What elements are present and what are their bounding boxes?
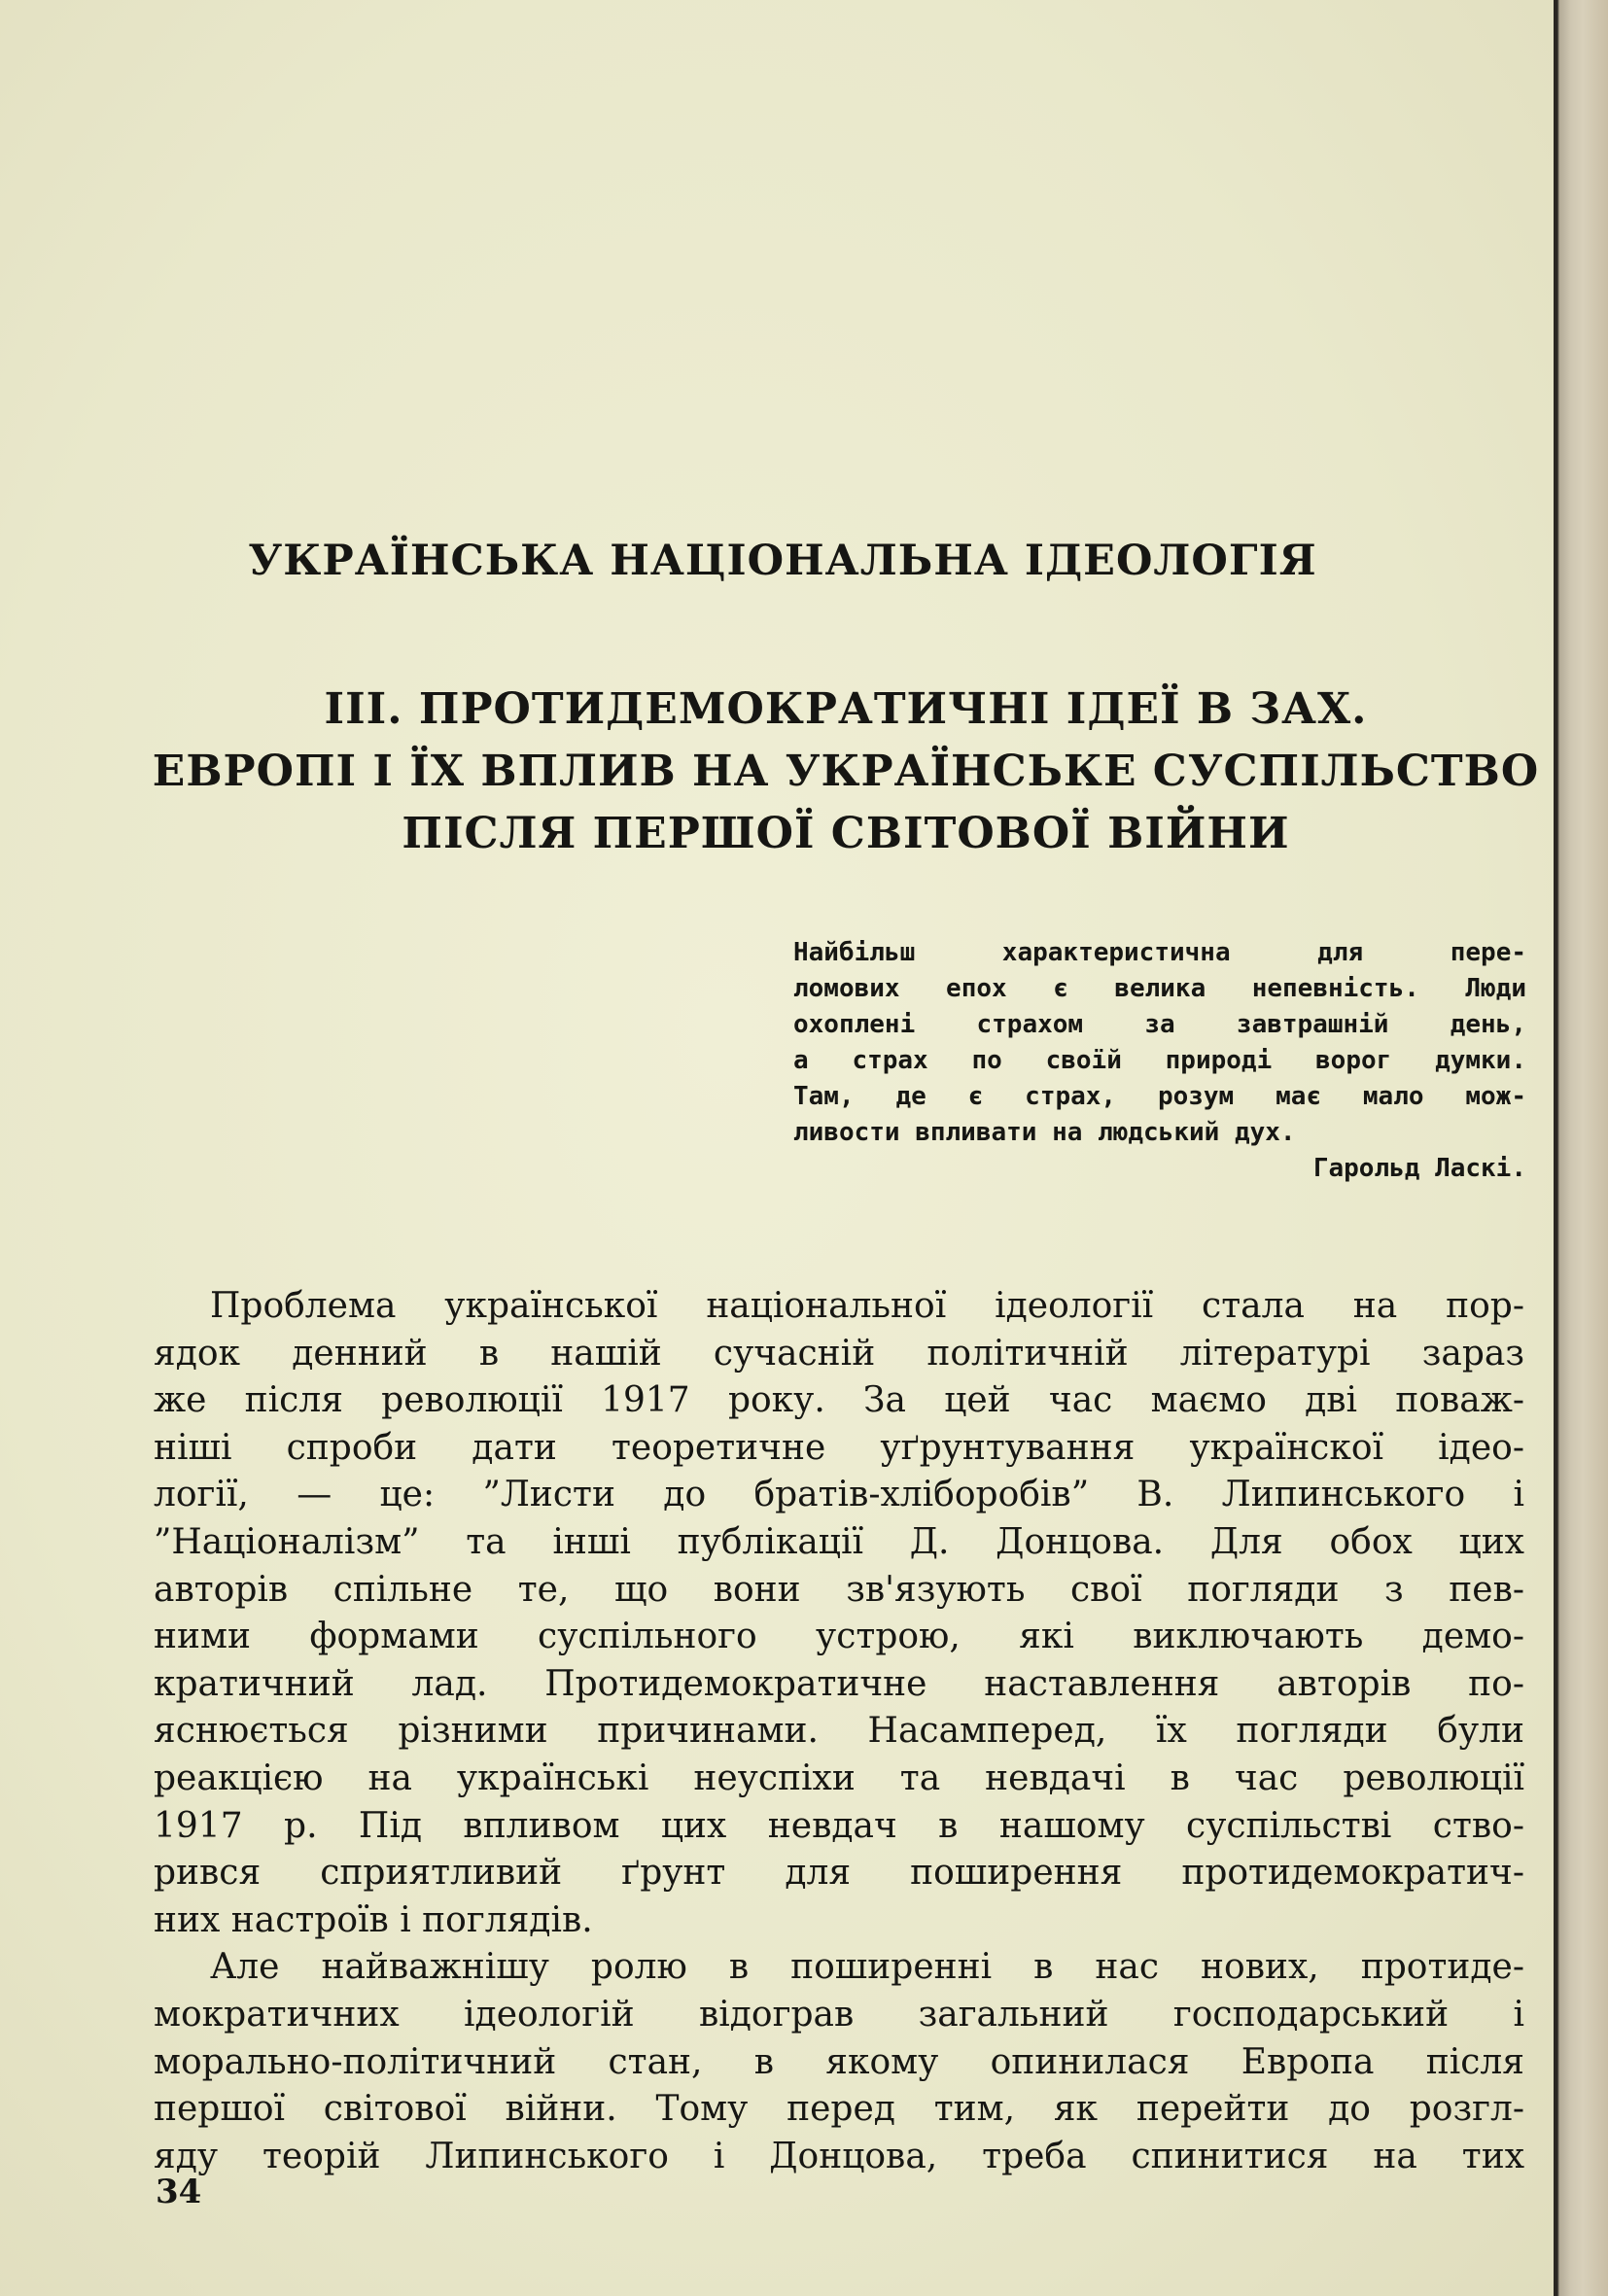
text-line: 1917 р. Під впливом цих невдач в нашому суспільстві ство- — [154, 1805, 1524, 1846]
epigraph-line: Там, де є страх, розум має мало мож- — [793, 1082, 1526, 1111]
text-line: же після революції 1917 року. За цей час маємо дві поваж- — [154, 1380, 1524, 1421]
epigraph-author: Гарольд Ласкі. — [1312, 1154, 1526, 1183]
page-title: УКРАЇНСЬКА НАЦІОНАЛЬНА ІДЕОЛОГІЯ — [248, 537, 1317, 585]
paragraph — [154, 1283, 1524, 1944]
epigraph-line: Найбільш характеристична для пере- — [793, 938, 1526, 967]
text-line: реакцією на українські неуспіхи та невдачі в час революції — [154, 1757, 1524, 1798]
text-line: яду теорій Липинського і Донцова, треба спинитися на тих — [154, 2136, 1524, 2176]
book-gutter — [1554, 0, 1608, 2296]
epigraph-line: ломових епох є велика непевність. Люди — [793, 974, 1526, 1003]
text-line: авторів спільне те, що вони зв'язують свої погляди з пев- — [154, 1569, 1524, 1610]
text-line: ними формами суспільного устрою, які виключають демо- — [154, 1617, 1524, 1657]
text-line: ніші спроби дати теоретичне уґрунтування українскої ідео- — [154, 1427, 1524, 1468]
epigraph-line: охоплені страхом за завтрашній день, — [793, 1010, 1526, 1039]
text-line: логії, — це: ”Листи до братів-хліборобів” В. Липинського і — [154, 1475, 1524, 1515]
chapter-subtitle — [146, 678, 1546, 865]
epigraph — [793, 935, 1526, 1187]
subtitle-line: III. ПРОТИДЕМОКРАТИЧНІ ІДЕЇ В ЗАХ. — [324, 684, 1368, 734]
text-line: ”Націоналізм” та інші публікації Д. Донцова. Для обох цих — [154, 1521, 1524, 1562]
text-line: яснюється різними причинами. Насамперед, їх погляди були — [154, 1711, 1524, 1752]
text-line: Проблема української національної ідеології стала на пор- — [210, 1286, 1524, 1326]
epigraph-line: а страх по своїй природі ворог думки. — [793, 1046, 1526, 1075]
text-line: кратичний лад. Протидемократичне наставлення авторів по- — [154, 1663, 1524, 1704]
paragraph — [154, 1944, 1524, 2180]
text-line: рився сприятливий ґрунт для поширення протидемократич- — [154, 1853, 1524, 1894]
text-line: ядок денний в нашій сучасній політичній літературі зараз — [154, 1333, 1524, 1374]
text-line: них настроїв і поглядів. — [154, 1899, 593, 1940]
page-number: 34 — [156, 2173, 202, 2211]
epigraph-line: ливости впливати на людський дух. — [793, 1118, 1296, 1147]
text-line: Але найважнішу ролю в поширенні в нас нових, протиде- — [210, 1947, 1524, 1988]
text-line: першої світової війни. Тому перед тим, як перейти до розгл- — [154, 2089, 1524, 2130]
subtitle-line: ЕВРОПІ І ЇХ ВПЛИВ НА УКРАЇНСЬКЕ СУСПІЛЬСТВО — [152, 747, 1540, 796]
subtitle-line: ПІСЛЯ ПЕРШОЇ СВІТОВОЇ ВІЙНИ — [402, 809, 1290, 858]
text-line: морально-політичний стан, в якому опинилася Европа після — [154, 2041, 1524, 2082]
text-line: мократичних ідеологій відограв загальний господарський і — [154, 1994, 1524, 2035]
body-text — [154, 1283, 1524, 2180]
